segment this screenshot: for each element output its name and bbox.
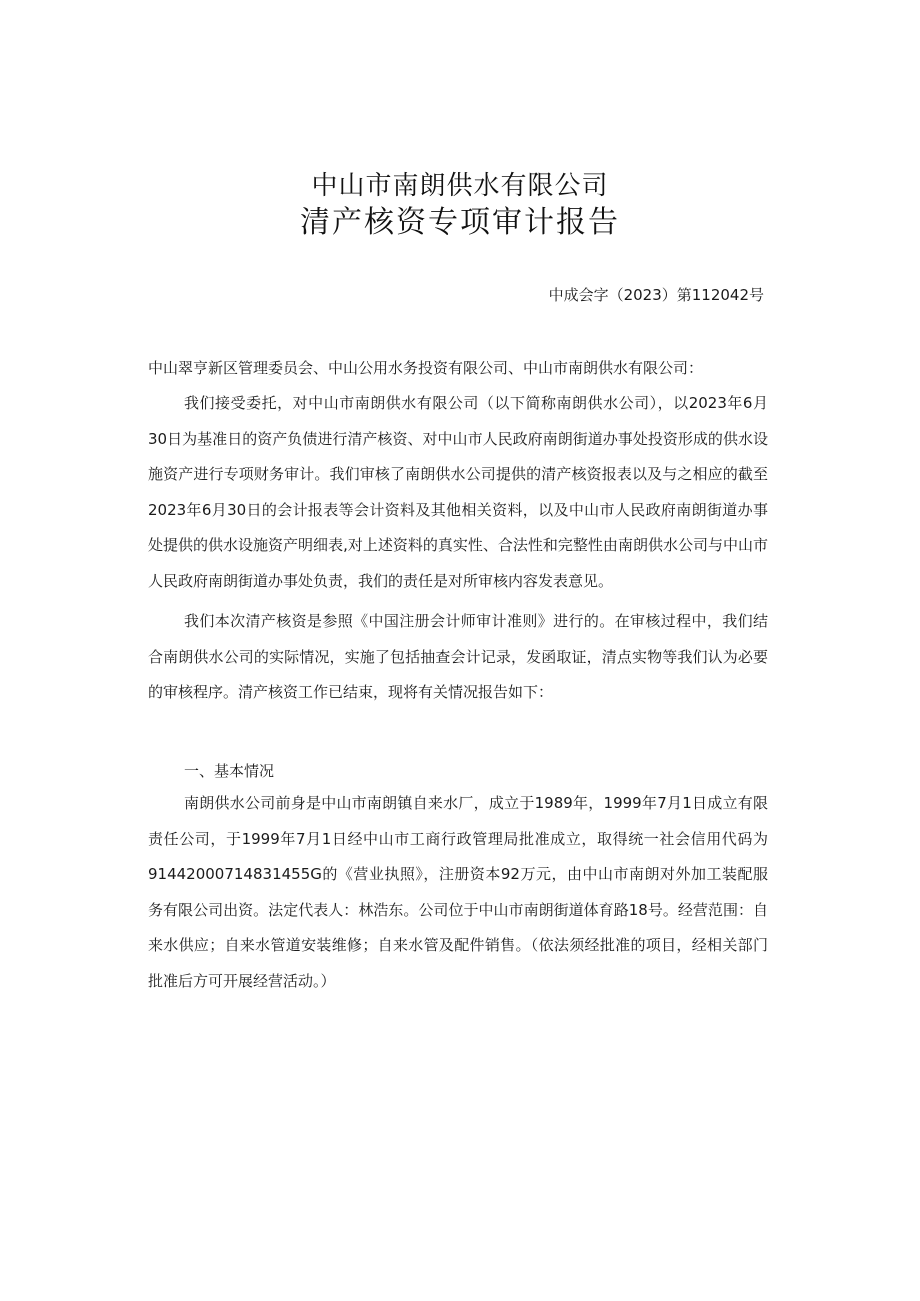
paragraph-scope: 我们本次清产核资是参照《中国注册会计师审计准则》进行的。在审核过程中，我们结合南朗供水公司的实际情况，实施了包括抽查会计记录，发函取证，清点实物等我们认为必要的审核程序。清产核资工作已结束，现将有关情况报告如下： [148, 612, 768, 701]
report-title-main: 清产核资专项审计报告 [300, 205, 620, 240]
paragraph-company-background: 南朗供水公司前身是中山市南朗镇自来水厂，成立于1989年，1999年7月1日成立有限责任公司，于1999年7月1日经中山市工商行政管理局批准成立，取得统一社会信用代码为91442000714831455G的《营业执照》，注册资本92万元，由中山市南朗对外加工装配服务有限公司出资。法定代表人：林浩东。公司位于中山市南朗街道体育路18号。经营范围：自来水供应；自来水管道安装维修；自来水管及配件销售。（依法须经批准的项目，经相关部门批准后方可开展经营活动。） [148, 794, 768, 990]
report-title-company: 中山市南朗供水有限公司 [311, 171, 609, 201]
document-number: 中成会字（2023）第112042号 [548, 286, 764, 304]
paragraph-engagement: 我们接受委托，对中山市南朗供水有限公司（以下简称南朗供水公司），以2023年6月30日为基准日的资产负债进行清产核资、对中山市人民政府南朗街道办事处投资形成的供水设施资产进行专项财务审计。我们审核了南朗供水公司提供的清产核资报表以及与之相应的截至2023年6月30日的会计报表等会计资料及其他相关资料，以及中山市人民政府南朗街道办事处提供的供水设施资产明细表,对上述资料的真实性、合法性和完整性由南朗供水公司与中山市人民政府南朗街道办事处负责，我们的责任是对所审核内容发表意见。 [148, 394, 768, 590]
section-heading-basic-info: 一、基本情况 [184, 762, 275, 780]
addressee-line: 中山翠亨新区管理委员会、中山公用水务投资有限公司、中山市南朗供水有限公司： [148, 359, 704, 377]
